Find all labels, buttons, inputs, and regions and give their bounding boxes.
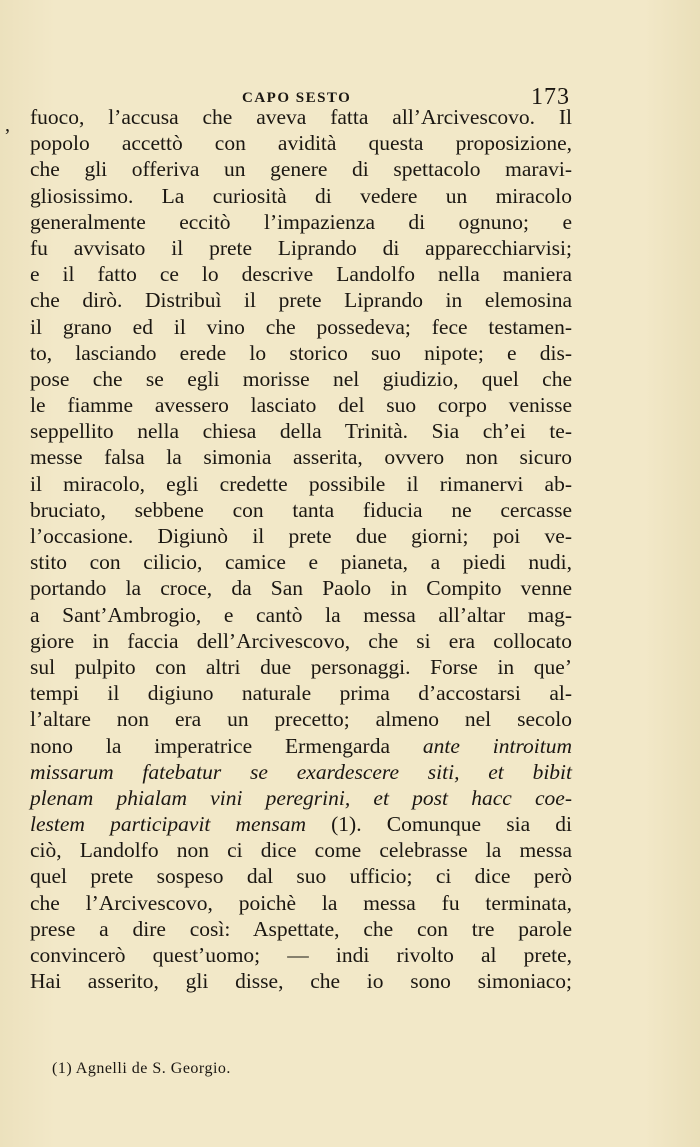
- text-line: le fiamme avessero lasciato del suo corpo venisse: [30, 393, 572, 418]
- latin-quotation: missarum fatebatur se exardescere siti, et bibit: [30, 759, 572, 784]
- latin-quotation: lestem participavit mensam: [30, 812, 306, 837]
- text-line: fuoco, l’accusa che aveva fatta all’Arcivescovo. Il: [30, 105, 572, 129]
- text-line: bruciato, sebbene con tanta fiducia ne cercasse: [30, 497, 572, 522]
- latin-quotation: plenam phialam vini peregrini, et post hacc coe-: [30, 785, 572, 810]
- text-line: l’altare non era un precetto; almeno nel secolo: [30, 707, 572, 732]
- text-line: stito con cilicio, camice e pianeta, a piedi nudi,: [30, 550, 572, 575]
- text-line: il grano ed il vino che possedeva; fece testamen-: [30, 314, 572, 339]
- text-line: gliosissimo. La curiosità di vedere un miracolo: [30, 183, 572, 208]
- footnote: (1) Agnelli de S. Georgio.: [52, 1060, 231, 1077]
- text-line: quel prete sospeso dal suo ufficio; ci dice però: [30, 864, 572, 889]
- margin-mark: ,: [5, 114, 10, 136]
- latin-quotation: ante introitum: [422, 733, 572, 758]
- text-line: generalmente eccitò l’impazienza di ognuno; e: [30, 209, 572, 234]
- text-line: seppellito nella chiesa della Trinità. Sia ch’ei te-: [30, 419, 572, 444]
- text-line: l’occasione. Digiunò il prete due giorni; poi ve-: [30, 524, 572, 548]
- text-line: che dirò. Distribuì il prete Liprando in elemosina: [30, 288, 572, 313]
- text-line: pose che se egli morisse nel giudizio, quel che: [30, 366, 572, 391]
- page-number: 173: [531, 84, 570, 110]
- text-line: giore in faccia dell’Arcivescovo, che si era collocato: [30, 628, 572, 653]
- text-line-mixed: [30, 733, 572, 759]
- text-line: prese a dire così: Aspettate, che con tre parole: [30, 916, 572, 941]
- text-line: messe falsa la simonia asserita, ovvero non sicuro: [30, 445, 572, 470]
- text-line: a Sant’Ambrogio, e cantò la messa all’altar mag-: [30, 602, 572, 627]
- text-line: popolo accettò con avidità questa proposizione,: [30, 131, 572, 156]
- text-line: portando la croce, da San Paolo in Compito venne: [30, 576, 572, 601]
- text-line: to, lasciando erede lo storico suo nipote; e dis-: [30, 340, 572, 365]
- text-line: Hai asserito, gli disse, che io sono simoniaco;: [30, 969, 572, 994]
- text-line: che gli offeriva un genere di spettacolo maravi-: [30, 157, 572, 182]
- text-line: che l’Arcivescovo, poichè la messa fu terminata,: [30, 890, 572, 915]
- running-title: CAPO SESTO: [242, 90, 352, 106]
- text-line: tempi il digiuno naturale prima d’accostarsi al-: [30, 681, 572, 706]
- text-line: convincerò quest’uomo; — indi rivolto al prete,: [30, 943, 572, 967]
- body-text: [30, 104, 572, 994]
- text-line: il miracolo, egli credette possibile il rimanervi ab-: [30, 471, 572, 496]
- text-line: e il fatto ce lo descrive Landolfo nella maniera: [30, 262, 572, 287]
- text-line-mixed: [30, 785, 572, 811]
- text-line-mixed: [30, 759, 572, 785]
- text-line: sul pulpito con altri due personaggi. Forse in que’: [30, 654, 572, 679]
- roman-run: nono la imperatrice Ermengarda: [30, 733, 423, 758]
- text-line: ciò, Landolfo non ci dice come celebrasse la messa: [30, 838, 572, 863]
- text-line-mixed: [30, 811, 572, 837]
- roman-run: (1). Comunque sia di: [306, 812, 572, 837]
- text-line: fu avvisato il prete Liprando di apparecchiarvisi;: [30, 235, 572, 260]
